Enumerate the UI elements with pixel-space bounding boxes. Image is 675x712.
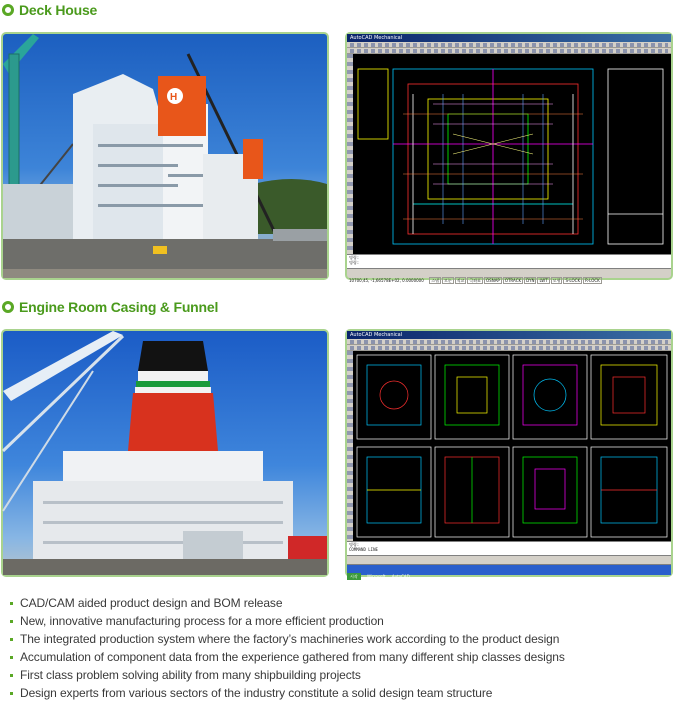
cad-command-line: COMMAND LINE bbox=[349, 547, 378, 552]
cad-screen-engine-room bbox=[345, 329, 673, 577]
cad-status-toggle[interactable]: OTRACK bbox=[504, 278, 522, 283]
cad-coordinates: 10700,45, -1,66578E+02, 0.0000000 bbox=[349, 278, 424, 283]
feature-text: New, innovative manufacturing process for a more efficient production bbox=[20, 614, 384, 628]
square-bullet-icon bbox=[10, 692, 13, 695]
deck-house-photo bbox=[1, 32, 329, 280]
cad-titlebar bbox=[347, 34, 671, 42]
cad-status-toggle[interactable]: LWT bbox=[539, 278, 548, 283]
section-title-text: Deck House bbox=[19, 2, 98, 18]
cad-status-toggle[interactable]: 모눈 bbox=[443, 278, 452, 283]
ship-funnel-photo-icon bbox=[3, 331, 327, 575]
cad-engine-room-drawing-icon bbox=[353, 351, 671, 541]
cad-command-area: 명령: COMMAND LINE bbox=[347, 541, 671, 555]
section-title-engine-room bbox=[2, 297, 218, 317]
cad-status-toggle[interactable]: OSNAP bbox=[486, 278, 500, 283]
cad-drawing-canvas bbox=[353, 54, 671, 254]
start-button: 시작 bbox=[347, 573, 361, 580]
square-bullet-icon bbox=[10, 602, 13, 605]
square-bullet-icon bbox=[10, 638, 13, 641]
taskbar-item: Microsoft bbox=[367, 574, 386, 579]
square-bullet-icon bbox=[10, 674, 13, 677]
windows-taskbar bbox=[347, 564, 671, 579]
cad-status-toggle[interactable]: S-LOCK bbox=[565, 278, 581, 283]
cad-screen-deck-house bbox=[345, 32, 673, 283]
circle-bullet-icon bbox=[2, 301, 14, 313]
cad-status-toggle[interactable]: R-LOCK bbox=[585, 278, 600, 283]
cad-deckhouse-drawing-icon bbox=[353, 54, 671, 254]
cad-title-text: AutoCAD Mechanical bbox=[350, 332, 403, 338]
svg-text:H: H bbox=[170, 92, 178, 103]
ship-deckhouse-photo-icon bbox=[3, 34, 327, 278]
section-title-deck-house bbox=[2, 0, 97, 20]
feature-text: The integrated production system where the factory’s machineries work according to the product design bbox=[20, 632, 560, 646]
square-bullet-icon bbox=[10, 620, 13, 623]
cad-status-toggle[interactable]: 스냅 bbox=[431, 278, 439, 283]
square-bullet-icon bbox=[10, 656, 13, 659]
section-title-text: Engine Room Casing & Funnel bbox=[19, 299, 219, 315]
feature-item bbox=[10, 648, 565, 666]
feature-item bbox=[10, 594, 565, 612]
cad-status-toggle[interactable]: 모형 bbox=[552, 278, 561, 283]
feature-text: Accumulation of component data from the experience gathered from many different ship classes designs bbox=[20, 650, 565, 664]
cad-command-area: 명령: 명령: bbox=[347, 254, 671, 268]
cad-status-toggle[interactable]: 직교 bbox=[456, 278, 465, 283]
feature-text: Design experts from various sectors of the industry constitute a solid design team structure bbox=[20, 686, 493, 700]
feature-list bbox=[10, 594, 565, 702]
cad-status-bar bbox=[347, 555, 671, 562]
feature-text: First class problem solving ability from many shipbuilding projects bbox=[20, 668, 361, 682]
cad-status-toggle[interactable]: DYN bbox=[526, 278, 535, 283]
cad-title-text: AutoCAD Mechanical bbox=[350, 35, 403, 41]
cad-status-bar bbox=[347, 268, 671, 283]
taskbar-item: AutoCAD bbox=[391, 574, 410, 579]
cad-status-toggle[interactable]: 극좌표 bbox=[469, 278, 482, 283]
funnel-photo bbox=[1, 329, 329, 577]
feature-text: CAD/CAM aided product design and BOM release bbox=[20, 596, 283, 610]
cad-drawing-canvas bbox=[353, 351, 671, 541]
circle-bullet-icon bbox=[2, 4, 14, 16]
feature-item bbox=[10, 612, 565, 630]
feature-item bbox=[10, 684, 565, 702]
cad-titlebar bbox=[347, 331, 671, 339]
feature-item bbox=[10, 666, 565, 684]
feature-item bbox=[10, 630, 565, 648]
